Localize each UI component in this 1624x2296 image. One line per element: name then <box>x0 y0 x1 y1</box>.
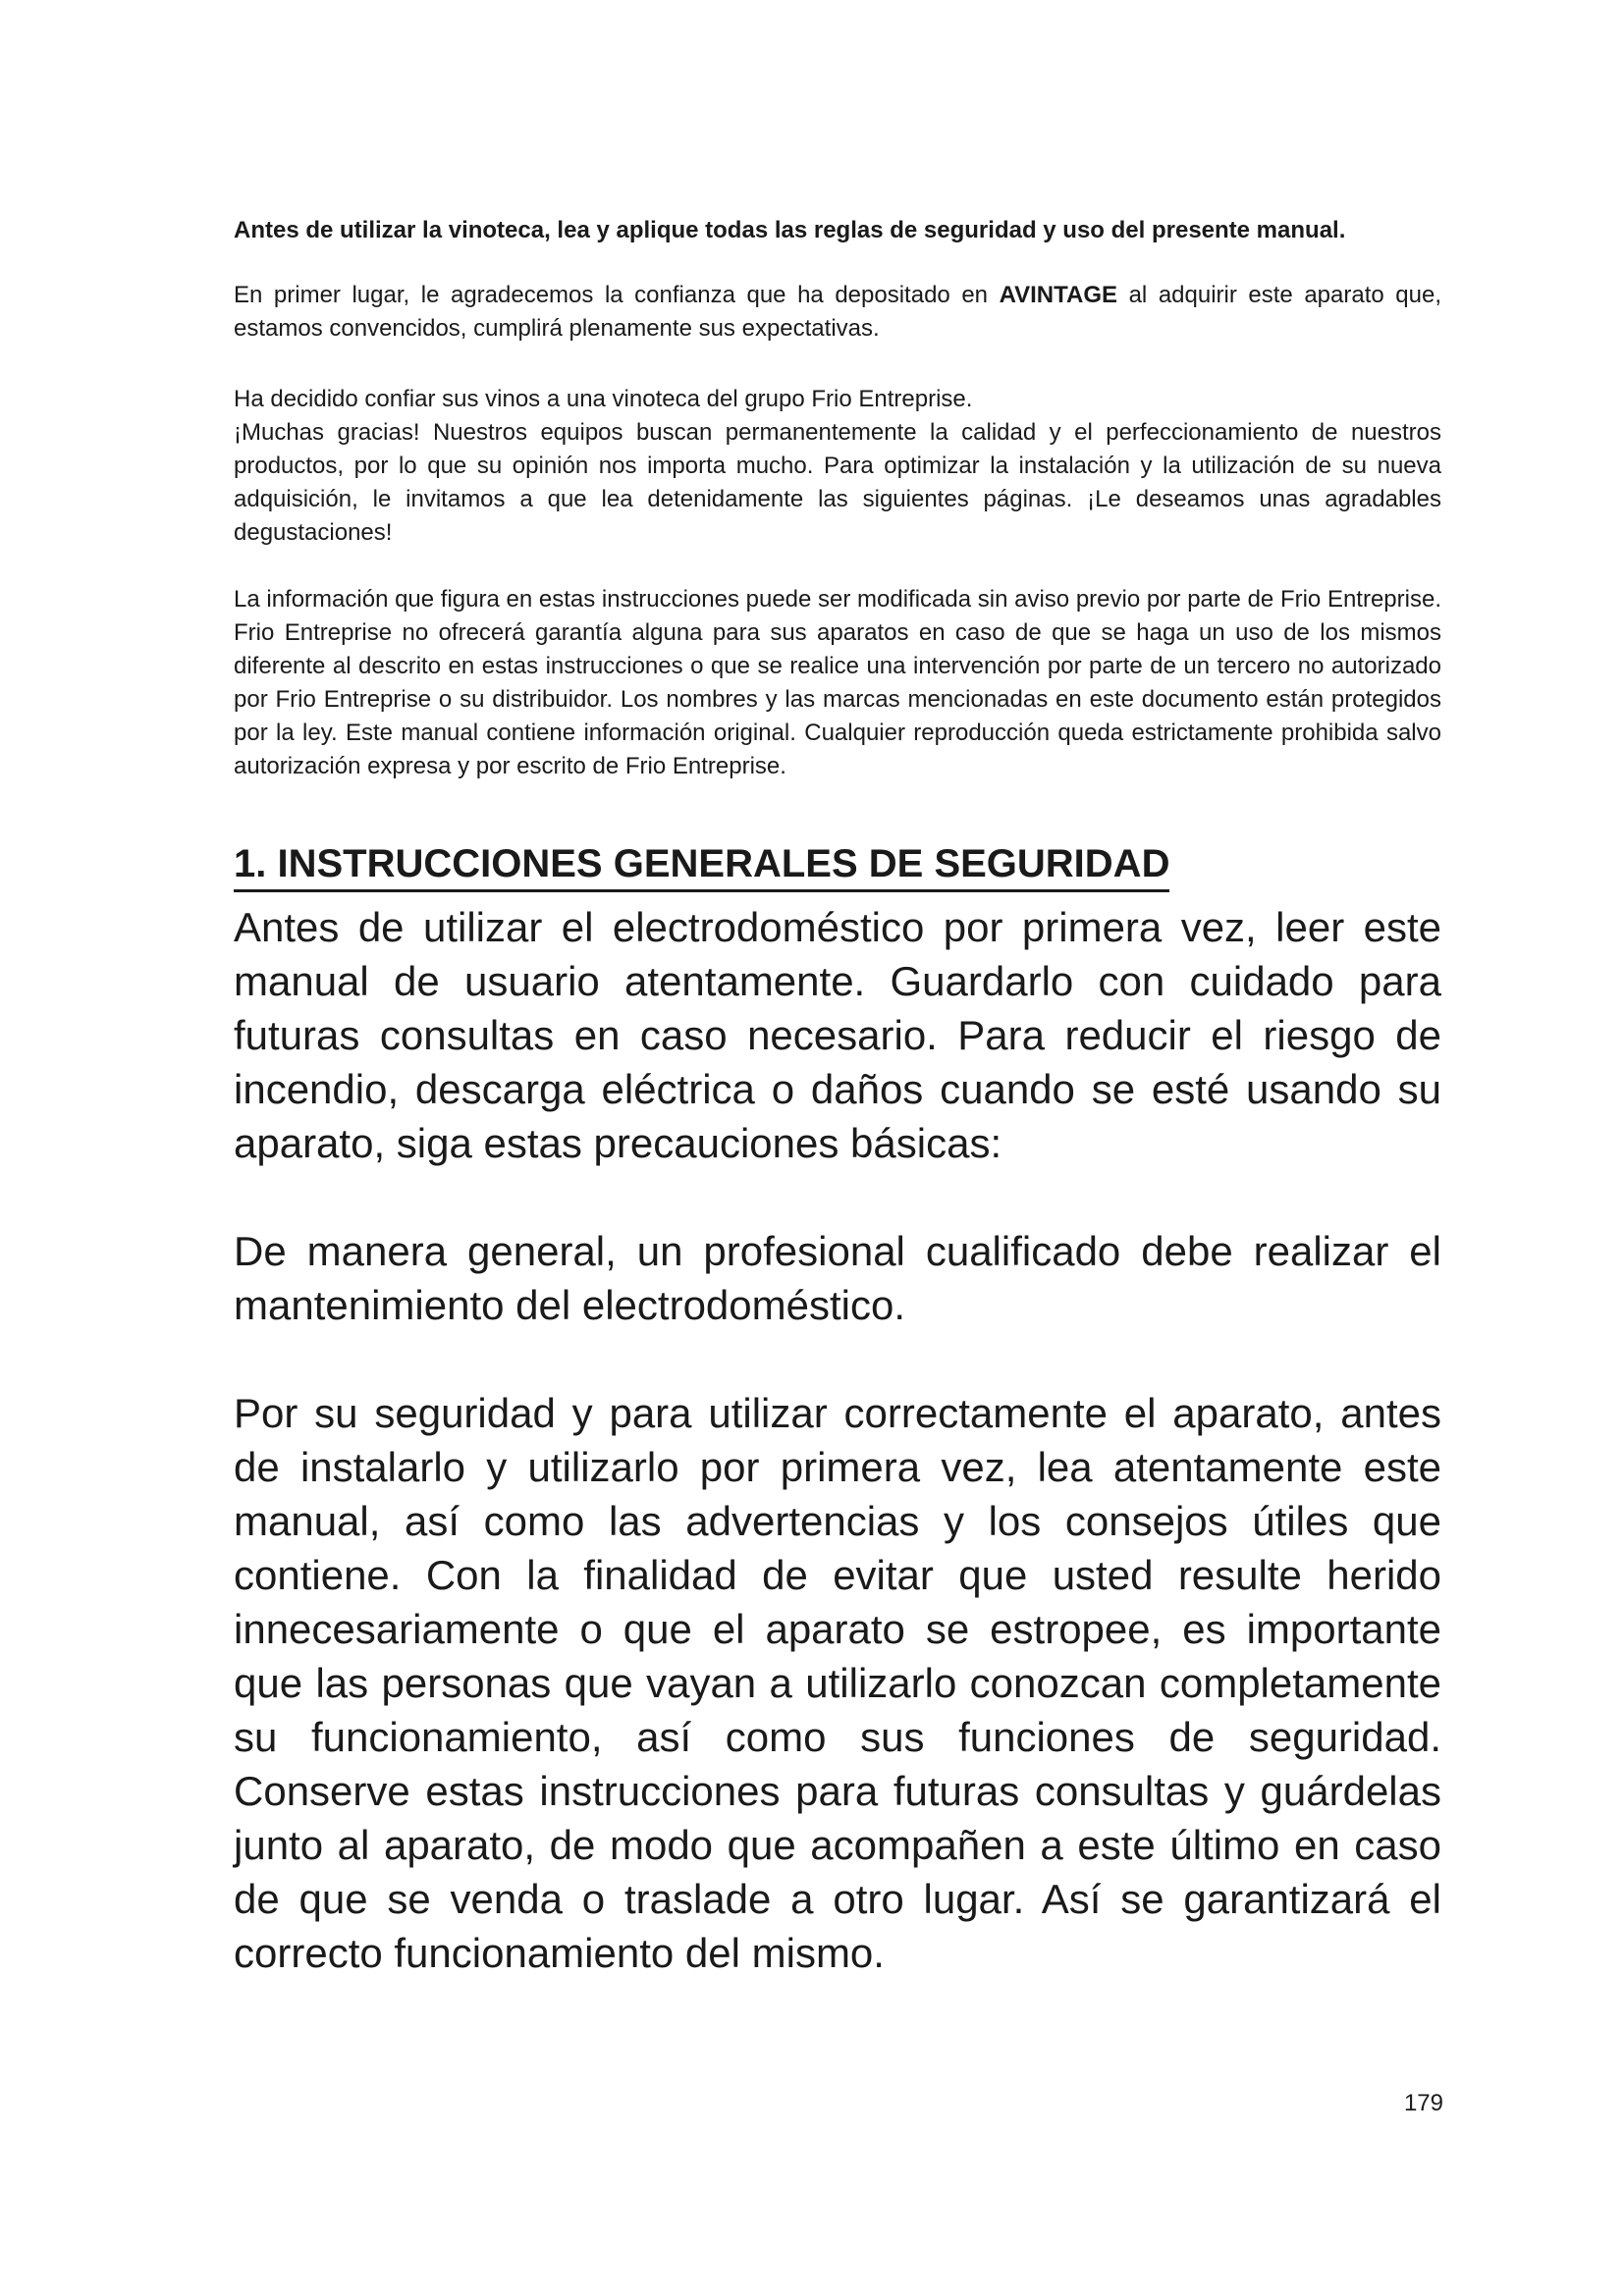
section-heading: 1. INSTRUCCIONES GENERALES DE SEGURIDAD <box>234 840 1169 892</box>
thanks-text-end: al adquirir este aparato que, estamos convencidos, cumplirá plenamente sus expectativas. <box>234 282 1442 342</box>
safety-paragraph-2: De manera general, un profesional cualificado debe realizar el mantenimiento del electrodoméstico. <box>234 1228 1441 1328</box>
intro-decision: Ha decidido confiar sus vinos a una vinoteca del grupo Frio Entreprise. <box>234 386 973 412</box>
page-number: 179 <box>1403 2090 1443 2116</box>
thanks-text-start: En primer lugar, le agradecemos la confianza que ha depositado en <box>234 282 1000 308</box>
safety-paragraph-3: Por su seguridad y para utilizar correctamente el aparato, antes de instalarlo y utilizarlo por primera vez, lea atentamente este manual, así como las advertencias y los consejos útiles que contiene. Con la finalidad de evitar que usted resulte herido innecesariamente o que el aparato se estropee, es importante que las personas que vayan a utilizarlo conozcan completamente su funcionamiento, así como sus funciones de seguridad. Conserve estas instrucciones para futuras consultas y guárdelas junto al aparato, de modo que acompañen a este último en caso de que se venda o traslade a otro lugar. Así se garantizará el correcto funcionamiento del mismo. <box>234 1390 1441 1976</box>
intro-gratitude: ¡Muchas gracias! Nuestros equipos buscan permanentemente la calidad y el perfeccionamiento de nuestros productos, por lo que su opinión nos importa mucho. Para optimizar la instalación y la utilización de su nueva adquisición, le invitamos a que lea detenidamente las siguientes páginas. ¡Le deseamos unas agradables degustaciones! <box>234 419 1441 546</box>
document-page <box>234 214 1441 1980</box>
intro-warning: Antes de utilizar la vinoteca, lea y aplique todas las reglas de seguridad y uso del presente manual. <box>234 217 1346 243</box>
intro-legal: La información que figura en estas instrucciones puede ser modificada sin aviso previo por parte de Frio Entreprise. Frio Entreprise no ofrecerá garantía alguna para sus aparatos en caso de que se haga un uso de los mismos diferente al descrito en estas instrucciones o que se realice una intervención por parte de un tercero no autorizado por Frio Entreprise o su distribuidor. Los nombres y las marcas mencionadas en este documento están protegidos por la ley. Este manual contiene información original. Cualquier reproducción queda estrictamente prohibida salvo autorización expresa y por escrito de Frio Entreprise. <box>234 586 1441 779</box>
brand-name: AVINTAGE <box>999 282 1118 308</box>
intro-thanks <box>234 279 1441 346</box>
safety-paragraph-1: Antes de utilizar el electrodoméstico por primera vez, leer este manual de usuario atentamente. Guardarlo con cuidado para futuras consultas en caso necesario. Para reducir el riesgo de incendio, descarga eléctrica o daños cuando se esté usando su aparato, siga estas precauciones básicas: <box>234 904 1441 1166</box>
